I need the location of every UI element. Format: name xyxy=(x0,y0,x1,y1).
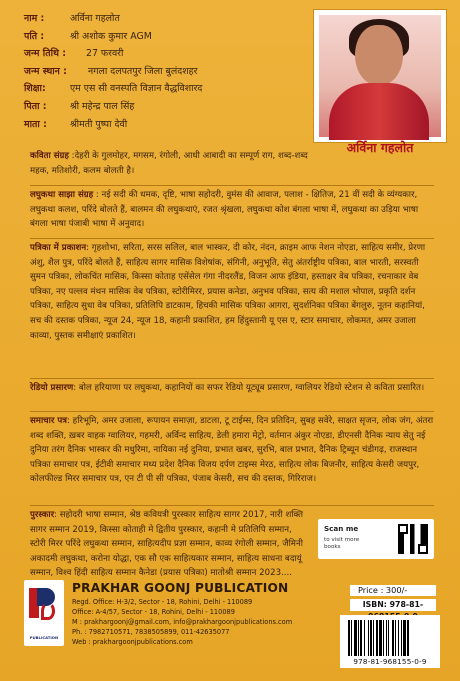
divider xyxy=(30,378,434,379)
portrait-saree-shape xyxy=(329,83,429,142)
isbn-barcode xyxy=(340,615,440,668)
barcode-bars xyxy=(348,620,432,656)
bio-value: अर्विना गहलोत xyxy=(70,13,120,24)
isbn-label: ISBN: 978-81- xyxy=(350,599,436,611)
bio-key: माता : xyxy=(24,118,47,130)
portrait-face-shape xyxy=(355,25,403,85)
author-name-banner: अर्विना गहलोत xyxy=(346,140,414,155)
publisher-regd-office: Regd. Office: H-3/2, Sector - 18, Rohini, Delhi - 110089 xyxy=(72,598,253,606)
bio-key: पिता : xyxy=(24,100,47,112)
section-label: लघुकथा साझा संग्रह xyxy=(30,190,94,200)
bio-value: श्रीमती पुष्पा देवी xyxy=(70,118,128,130)
bio-value: 27 फरवरी xyxy=(86,48,124,60)
scan-qr-card[interactable] xyxy=(318,519,434,559)
barcode-number: 978-81-968155-0-9 xyxy=(353,657,427,666)
short-story-anthology-section xyxy=(30,188,434,232)
qr-code-icon[interactable] xyxy=(398,524,428,554)
bio-row xyxy=(24,80,314,98)
section-label: पत्रिका में प्रकाशन xyxy=(30,243,87,253)
awards-section xyxy=(30,508,310,581)
divider xyxy=(30,411,434,412)
section-text: : नई सदी की धमक, दृष्टि, भाषा सहोदरी, वुमंस की आवाज, पलाश - क्षितिज, 21 वीं सदी के व्यंग्यकार, लघुकथा कलश, परिंदे बोलते हैं, बालमन की लघुकथाएं, रजत श्रृंखला, लघुकथा कोश बंगला भाषा में, लघुकथा का उड़िया भाषा बंगला भाषा पंजाबी भाषा में अनुवाद। xyxy=(30,190,419,230)
divider xyxy=(30,185,434,186)
section-label: समाचार पत्र xyxy=(30,416,67,426)
section-text: : गृहशोभा, सरिता, सरस सलिल, बाल भास्कर, दी कोर, नंदन, क्राइम आफ नेशन नोएडा, साहित्य समीर, प्रेरणा अंशु, शैल पुत्र, परिंदे बोलते हैं, साहित्य सागर मासिक विशेषांक, संगिनी, अनुभूति, सेतु अंतर्राष्ट्रीय पत्रिका, बाल भारती, सरस्वती सुमन पत्रिका, लोकचिंत मासिक, किस्सा कोताह एसेंसेल गंगा नीदरलैंड, विजन आफ इंडिया, हस्ताक्षर वेब पत्रिका, रचनाकार वेब पत्रिका, नए पल्लव मंथन मासिक वेब पत्रिका, स्टोरीमिरर, प्रयास कनेडा, अनुभव पत्रिका, सत्य की मशाल भोपाल, प्रकृति दर्शन पत्रिका, साहित्य सुधा वेब पत्रिका, प्रतिलिपि डाटकाम, हिचकी मासिक पत्रिका आगरा, सुदर्शनिका पत्रिका बेंगलुरु, नूतन कहानियां, सच की दस्तक पत्रिका, न्यूज 24, न्यूज 18, कहानी प्रकाशित, हम हिंदुस्तानी यू एस ए, स्टार समाचार, लोकमत, अमर उजाला काव्या, पुस्तक समीक्षाएं प्रकाशित। xyxy=(30,243,426,341)
divider xyxy=(30,238,434,239)
publisher-website: Web : prakhargoonjpublications.com xyxy=(72,638,193,646)
publisher-email: M : prakhargoonj@gmail.com, info@prakhargoonjpublications.com xyxy=(72,618,293,626)
section-label: रेडियो प्रसारण xyxy=(30,383,74,393)
barcode-bar xyxy=(409,620,410,656)
bio-value: श्री अशोक कुमार AGM xyxy=(70,30,152,42)
price-label: Price : 300/- xyxy=(350,585,436,596)
publisher-phone: Ph. : 7982710571, 7838505899, 011-42635077 xyxy=(72,628,230,636)
magazine-publications-section xyxy=(30,241,434,343)
bio-key: जन्म तिथि : xyxy=(24,48,67,60)
poetry-collection-section xyxy=(30,149,310,178)
section-text: : हरिभूमि, अमर उजाला, रूपायन समाज़ा, डाटला, टू टाईम्स, दिन प्रतिदिन, सुबह सवेरे, साक्षत सृजन, लोक जंग, अंतरा शब्द शक्ति, ख़बर वाहक ग्वालियर, गहमरी, अर्विन्द साहित्य, डेली हमारा मेट्रो, वर्तमान अंकुर नोएडा, डीएनसी दैनिक न्याय सेतु नई दुनिया तरंग दैनिक भास्कर की मधुरिमा, नायिका नई दुनिया, प्रभात खबर, सुरभि, बाल प्रभात, दैनिक ट्रिब्यून चंडीगढ़, राजस्थान पत्रिका समाचार पत्र, ईटीवी समाचार मध्य प्रदेश दैनिक विजय दर्पण टाइम्स मेरठ, साहित्य लोक बिजनौर, साहित्य केसरी जयपुर, कोलफील्ड मिरर समाचार पत्र, एन टी पी सी पत्रिका, पंजाब केसरी, सच की दस्तक, गिरिराज। xyxy=(30,416,434,485)
bio-value: एम एस सी वनस्पति विज्ञान वैद्धविशारद xyxy=(70,83,203,95)
bio-row xyxy=(24,28,314,46)
bio-row xyxy=(24,116,314,134)
newspapers-section xyxy=(30,414,434,487)
author-bio xyxy=(24,10,314,133)
pg-logo-icon xyxy=(29,588,55,624)
radio-broadcast-section xyxy=(30,381,434,396)
bio-key: पति : xyxy=(24,30,45,42)
bio-value: श्री महेन्द्र पाल सिंह xyxy=(70,100,135,112)
section-text: : सहोदरी भाषा सम्मान, श्रेष्ठ कवियत्री पुरस्कार साहित्य सागर 2017, नारी शक्ति सागर सम्मान 2019, किस्सा कोताही मे द्वितीय पुरस्कार, कहानी मे प्रतिलिपि सम्मान, स्टोरी मिरर परिंदे लघुकथा सम्मान, साहित्यदीप प्रज्ञा सम्मान, काव्य रंगोली सम्मान, जैमिनी अकादमी लघुकथा, करोना योद्धा, एक सौ एक साहित्यकार सम्मान, साहित्य साधना बदायूं सम्मान, विश्व हिंदी साहित्य सम्मान कैनेडा (प्रयास पत्रिका) मातोश्री सम्मान 2023.... xyxy=(30,510,304,579)
bio-row xyxy=(24,10,314,28)
divider xyxy=(30,505,434,506)
bio-row xyxy=(24,45,314,63)
logo-caption: PUBLICATION xyxy=(29,635,59,640)
publisher-logo xyxy=(24,580,64,646)
publisher-office: Office: A-4/57, Sector - 18, Rohini, Delhi - 110089 xyxy=(72,608,235,616)
scan-title: Scan me xyxy=(324,524,359,533)
section-label: कविता संग्रह xyxy=(30,151,69,161)
bio-key: शिक्षा: xyxy=(24,83,46,95)
section-text: :देहरी के गुलमोहर, मगसम, रंगोली, आधी आबादी का सम्पूर्ण राग, शब्द-शब्द महक, मतिशोरी, कलम बोलती है। xyxy=(30,151,308,176)
author-portrait-image xyxy=(319,15,441,137)
bio-row xyxy=(24,98,314,116)
bio-key: नाम : xyxy=(24,13,45,24)
section-text: : बोल हरियाणा पर लघुकथा, कहानियों का सफर रेडियो यूट्यूब प्रसारण, ग्वालियर रेडियो स्टेशन से कविता प्रसारित। xyxy=(73,383,425,393)
scan-subtitle: to visit more books xyxy=(324,537,360,550)
bio-row xyxy=(24,63,314,81)
bio-key: जन्म स्थान : xyxy=(24,65,67,77)
bio-value: नगला दलपतपुर जिला बुलंदशहर xyxy=(88,65,198,77)
section-label: पुरस्कार xyxy=(30,510,55,520)
publisher-name: PRAKHAR GOONJ PUBLICATION xyxy=(72,581,289,595)
author-photo xyxy=(314,10,446,142)
